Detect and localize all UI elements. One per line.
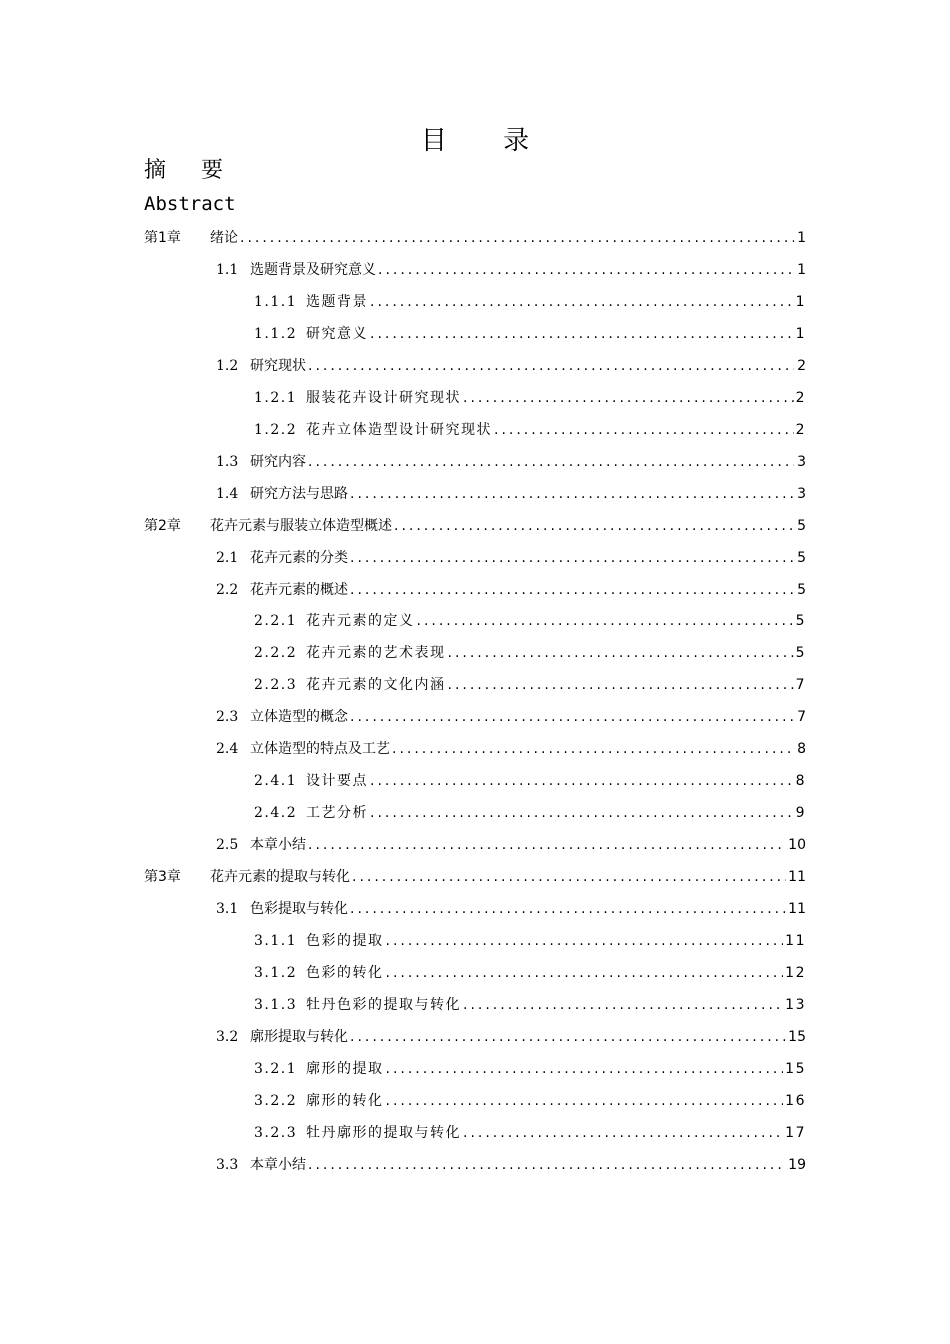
toc-entry-page: 11 [788,900,806,917]
toc-leader-dots [448,673,794,697]
toc-leader-dots [386,929,784,953]
toc-entry[interactable] [216,737,806,761]
toc-leader-dots [386,1057,784,1081]
toc-entry-page: 1 [795,325,806,342]
toc-leader-dots [350,578,794,602]
toc-leader-dots [350,705,794,729]
toc-entry-number: 1.2.2 [254,421,298,438]
toc-entry-page: 8 [797,741,806,758]
toc-entry-page: 11 [788,869,806,885]
toc-entry[interactable] [254,993,806,1017]
toc-leader-dots [386,961,784,985]
toc-entry-number: 2.3 [216,709,239,726]
toc-entry-number: 3.2.3 [254,1124,298,1141]
toc-entry-number: 2.2 [216,581,239,598]
toc-entry-page: 5 [795,645,806,662]
toc-entry-number: 1.1.2 [254,325,298,342]
toc-entry-title: 色彩的提取 [306,932,384,949]
toc-entry-title: 工艺分析 [306,805,368,822]
toc-entry-number: 3.1.2 [254,964,298,981]
toc-entry-number: 2.4.1 [254,773,298,790]
toc-entry-number: 1.4 [216,485,239,502]
toc-entry[interactable] [216,450,806,474]
toc-entry[interactable] [216,897,806,921]
toc-entry-number: 1.2 [216,357,239,374]
toc-entry[interactable] [254,1121,806,1145]
toc-leader-dots [392,737,794,761]
toc-entry-page: 15 [785,1060,806,1077]
toc-entry[interactable] [144,226,806,250]
toc-entry-title: 花卉元素与服装立体造型概述 [210,517,392,534]
toc-entry-page: 7 [797,709,806,726]
toc-entry-page: 1 [797,261,806,278]
toc-entry[interactable] [254,1089,806,1113]
toc-entry-title: 花卉元素的概述 [250,581,348,598]
toc-entry-title: 花卉元素的分类 [250,549,348,566]
toc-entry-number: 2.5 [216,837,239,853]
toc-entry-page: 9 [795,805,806,822]
toc-entry-title: 廓形提取与转化 [250,1028,348,1045]
toc-entry-page: 3 [797,453,806,470]
toc-entry-number: 3.1 [216,900,239,917]
toc-entry-title: 花卉元素的艺术表现 [306,645,446,662]
toc-entry-title: 色彩提取与转化 [250,900,348,917]
toc-entry-page: 3 [797,485,806,502]
toc-entry-page: 11 [785,932,806,949]
toc-entry-page: 19 [788,1156,806,1173]
toc-entry[interactable] [254,673,806,697]
toc-entry-title: 色彩的转化 [306,964,384,981]
toc-entry-page: 2 [795,421,806,438]
toc-entry[interactable] [254,290,806,314]
toc-entry-number: 第1章 [144,230,181,246]
toc-leader-dots [350,482,794,506]
toc-leader-dots [350,897,786,921]
toc-entry[interactable] [254,386,806,410]
toc-entry-number: 3.2.2 [254,1092,298,1109]
toc-entry-page: 5 [797,549,806,566]
toc-leader-dots [350,546,794,570]
toc-leader-dots [463,386,794,410]
toc-leader-dots [370,769,794,793]
toc-entry-page: 8 [795,773,806,790]
toc-entry-number: 2.2.2 [254,645,298,662]
toc-entry[interactable] [216,705,806,729]
toc-entry-number: 3.1.3 [254,996,298,1013]
toc-entry[interactable] [216,1025,806,1049]
toc-entry[interactable] [254,641,806,665]
toc-entry-page: 5 [795,613,806,630]
toc-entry[interactable] [254,1057,806,1081]
toc-entry[interactable] [254,322,806,346]
toc-entry-title: 花卉元素的提取与转化 [210,869,350,885]
toc-entry-page: 12 [785,964,806,981]
toc-entry-title: 立体造型的概念 [250,709,348,726]
abstract-en-heading: Abstract [144,193,236,215]
toc-leader-dots [308,833,786,857]
toc-entry-title: 花卉元素的文化内涵 [306,677,446,694]
toc-leader-dots [352,865,786,889]
toc-entry-page: 16 [785,1092,806,1109]
toc-entry[interactable] [216,482,806,506]
toc-entry-title: 选题背景 [306,293,368,310]
toc-entry-page: 15 [788,1028,806,1045]
toc-entry-title: 选题背景及研究意义 [250,261,376,278]
toc-entry-page: 2 [797,357,806,374]
toc-leader-dots [494,418,794,442]
toc-leader-dots [308,1153,786,1177]
toc-entry-page: 7 [795,677,806,694]
toc-entry-title: 绪论 [210,230,238,246]
toc-entry-title: 研究意义 [306,325,368,342]
toc-leader-dots [370,322,794,346]
toc-entry-title: 牡丹廓形的提取与转化 [306,1124,461,1141]
toc-entry-page: 1 [795,293,806,310]
toc-entry-page: 10 [788,837,806,853]
toc-entry-number: 1.2.1 [254,389,298,406]
toc-leader-dots [448,641,794,665]
toc-entry-number: 2.4.2 [254,805,298,822]
toc-entry-title: 研究内容 [250,453,306,470]
toc-leader-dots [417,609,794,633]
toc-entry-page: 17 [785,1124,806,1141]
toc-entry-title: 设计要点 [306,773,368,790]
abstract-zh-heading: 摘 要 [144,158,237,183]
toc-entry-page: 5 [797,517,806,534]
toc-leader-dots [308,450,794,474]
toc-entry[interactable] [254,801,806,825]
toc-entry-number: 第2章 [144,517,181,534]
toc-leader-dots [378,258,794,282]
toc-entry[interactable] [254,609,806,633]
toc-entry-title: 花卉立体造型设计研究现状 [306,421,492,438]
toc-entry-number: 2.4 [216,741,239,758]
toc-entry-title: 牡丹色彩的提取与转化 [306,996,461,1013]
toc-leader-dots [463,993,783,1017]
toc-entry-title: 本章小结 [250,837,306,853]
page-title: 目 录 [420,126,554,156]
toc-entry[interactable] [216,258,806,282]
toc-leader-dots [308,354,794,378]
toc-leader-dots [394,514,794,538]
toc-entry[interactable] [144,865,806,889]
toc-entry[interactable] [254,961,806,985]
toc-entry-title: 本章小结 [250,1156,306,1173]
toc-entry[interactable] [216,546,806,570]
toc-entry-number: 3.1.1 [254,932,298,949]
toc-entry[interactable] [216,1153,806,1177]
toc-entry[interactable] [216,833,806,857]
toc-leader-dots [386,1089,784,1113]
toc-entry-page: 13 [785,996,806,1013]
toc-entry-number: 3.2 [216,1028,239,1045]
toc-entry-number: 3.2.1 [254,1060,298,1077]
toc-leader-dots [463,1121,783,1145]
toc-entry-page: 1 [797,230,806,246]
toc-entry-page: 5 [797,581,806,598]
toc-entry[interactable] [254,929,806,953]
toc-entry[interactable] [254,418,806,442]
toc-entry-page: 2 [795,389,806,406]
toc-entry-title: 花卉元素的定义 [306,613,415,630]
toc-entry[interactable] [144,514,806,538]
toc-entry-title: 立体造型的特点及工艺 [250,741,390,758]
toc-leader-dots [370,290,794,314]
toc-entry-number: 3.3 [216,1156,239,1173]
toc-leader-dots [240,226,794,250]
toc-entry[interactable] [254,769,806,793]
toc-entry-number: 第3章 [144,869,181,885]
toc-entry-number: 1.1 [216,261,239,278]
toc-entry-number: 1.1.1 [254,293,298,310]
toc-entry-number: 2.2.3 [254,677,298,694]
toc-entry-title: 研究现状 [250,357,306,374]
toc-entry-title: 廓形的转化 [306,1092,384,1109]
toc-entry-title: 研究方法与思路 [250,485,348,502]
toc-leader-dots [350,1025,786,1049]
toc-entry-title: 廓形的提取 [306,1060,384,1077]
toc-entry-title: 服装花卉设计研究现状 [306,389,461,406]
toc-entry-number: 2.2.1 [254,613,298,630]
toc-entry-number: 1.3 [216,453,239,470]
toc-leader-dots [370,801,794,825]
toc-entry[interactable] [216,578,806,602]
toc-entry[interactable] [216,354,806,378]
toc-entry-number: 2.1 [216,549,239,566]
